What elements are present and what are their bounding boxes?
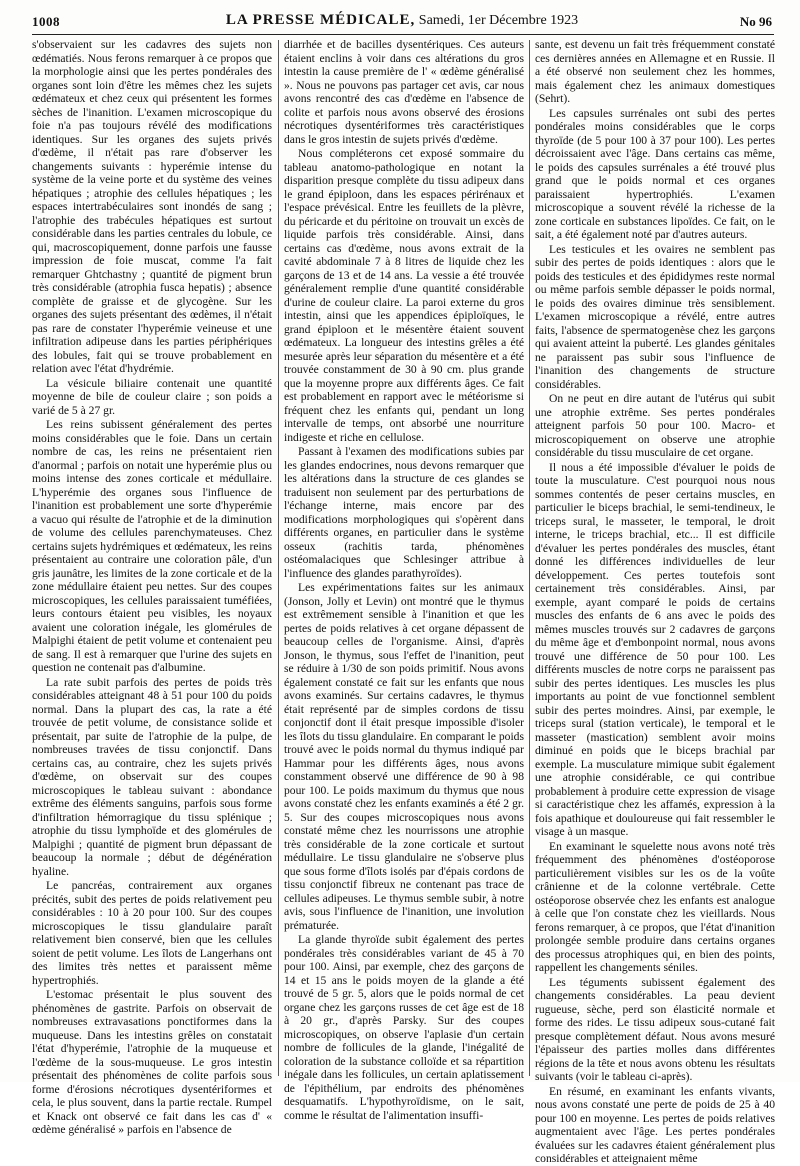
paragraph: L'estomac présentait le plus souvent des phénomènes de gastrite. Parfois on observait de nombreuses extravasations ponctiformes dans la muqueuse. Dans les intestins grêles on constatait l'état d'hyperémie, l'atrophie de la muqueuse et l'œdème de la sous-muqueuse. Le gros intestin présentait des phénomènes de colite parfois sous forme d'érosions nécrotiques dysentériformes et cela, le plus souvent, dans la partie rectale. Rumpel et Knack ont observé ce fait dans les cas d' « œdème généralisé » parfois en l'absence de <box>32 988 272 1136</box>
paragraph: La glande thyroïde subit également des pertes pondérales très considérables variant de 45 à 70 pour 100. Ainsi, par exemple, chez des garçons de 14 et 15 ans le poids moyen de la glande a été trouvé de 5 gr. 5, alors que le poids normal de cet organe chez les garçons russes de cet âge est de 18 à 20 gr., d'après Parsky. Sur des coupes microscopiques, on observe l'aplasie d'un certain nombre de follicules de la glande, l'inégalité de coloration de la substance colloïde et sa répartition inégale dans les follicules, un certain aplatissement de l'épithélium, par endroits des phénomènes desquamatifs. L'hypothyroïdisme, on le sait, comme le résultat de l'alimentation insuffi- <box>284 933 524 1122</box>
paragraph: Les expérimentations faites sur les animaux (Jonson, Jolly et Levin) ont montré que le thymus est extrêmement sensible à l'inanition et que les pertes de poids relatives à cet organe dépassent de beaucoup celles de l'organisme. Ainsi, d'après Jonson, le thymus, sous l'effet de l'inanition, peut se réduire à 1/30 de son poids primitif. Nous avons également constaté ce fait sur les enfants que nous avons examinés. Sur certains cadavres, le thymus était représenté par de simples cordons de tissu conjonctif dont il était presque impossible d'isoler les îlots du tissu glandulaire. En comparant le poids trouvé avec le poids normal du thymus indiqué par Hammar pour les différents âges, nous avons constamment observé une différence de 90 à 98 pour 100. Le poids maximum du thymus que nous avons constaté chez les enfants examinés a été 2 gr. 5. Sur des coupes microscopiques nous avons constaté même chez les nourrissons une atrophie très considérable de la zone corticale et surtout médullaire. Le tissu glandulaire ne s'observe plus que sous forme d'îlots isolés par d'épais cordons de tissu conjonctif fibreux ne contenant pas trace de cellules adipeuses. Le thymus semble subir, à notre avis, sous l'influence de l'inanition, une involution prématurée. <box>284 581 524 932</box>
paragraph: En résumé, en examinant les enfants vivants, nous avons constaté une perte de poids de 25 à 40 pour 100 en moyenne. Les pertes de poids relatives augmentaient avec l'âge. Les pertes pondérales évaluées sur les cadavres étaient généralement plus considérables et atteignaient même <box>535 1084 775 1165</box>
paragraph: Les téguments subissent également des changements considérables. La peau devient rugueuse, sèche, perd son élasticité normale et forme des rides. Le tissu adipeux sous-cutané fait presque complètement défaut. Nous avons mesuré l'épaisseur des parties molles dans différentes régions de la tête et nous avons obtenu les résultats suivants (voir le tableau ci-après). <box>535 975 775 1083</box>
text-column-1 <box>32 38 272 1136</box>
paragraph: En examinant le squelette nous avons noté très fréquemment des phénomènes d'ostéoporose particulièrement visibles sur les os de la voûte crânienne et de la colonne vertébrale. Cette ostéoporose observée chez les enfants est analogue à celle que l'on constate chez les vieillards. Nous ferons remarquer, à ce propos, que l'état d'inanition prolongée semble produire dans certains organes des processus atrophiques qui, en bien des points, rappellent les changements séniles. <box>535 839 775 974</box>
header-rule <box>32 34 774 35</box>
paragraph: Les testicules et les ovaires ne semblent pas subir des pertes de poids identiques : alors que le poids des testicules et des épididymes reste normal ou même parfois semble dépasser le poids normal, le poids des ovaires diminue très sensiblement. L'examen microscopique a révélé, entre autres faits, l'absence de spermatogenèse chez les garçons qui avaient atteint la puberté. Les glandes génitales ne paraissent pas subir sous l'influence de l'inanition des changements de structure considérables. <box>535 242 775 391</box>
paragraph: Les capsules surrénales ont subi des pertes pondérales moins considérables que le corps thyroïde (de 5 pour 100 à 37 pour 100). Les pertes décroissaient avec l'âge. Dans certains cas même, le poids des capsules surrénales a été trouvé plus grand que le poids normal et ces organes paraissaient hypertrophiés. L'examen microscopique a souvent révélé la richesse de la zone corticale en substances lipoïdes. Ce fait, on le sait, a été également noté par d'autres auteurs. <box>535 106 775 241</box>
paragraph: Nous compléterons cet exposé sommaire du tableau anatomo-pathologique en notant la disparition presque complète du tissu adipeux dans le grand épiploon, dans les espaces périrénaux et l'espace prévésical. Entre les feuillets de la plèvre, du péricarde et du péritoine on trouvait un excès de liquide parfois très considérable. Ainsi, dans certains cas d'œdème, nous avons extrait de la cavité abdominale 7 à 8 litres de liquide chez les garçons de 13 et de 14 ans. La vessie a été trouvée généralement remplie d'une quantité considérable d'urine de couleur claire. La paroi externe du gros intestin, ainsi que les appendices épiploïques, le grand épiploon et le mésentère étaient souvent œdémateux. La longueur des intestins grêles a été mesurée après leur séparation du mésentère et a été trouvée constamment de 30 à 90 cm. plus grande que la moyenne propre aux différents âges. Ce fait est probablement en rapport avec le météorisme si fréquent chez les enfants qui, pendant un long intervalle de temps, ont absorbé une nourriture indigeste et riche en cellulose. <box>284 147 524 444</box>
issue-date: Samedi, 1er Décembre 1923 <box>418 13 579 28</box>
continued-paragraph: s'observaient sur les cadavres des sujets non œdématiés. Nous ferons remarquer à ce propos que la morphologie ainsi que les pertes pondérales des organes sont loin d'être les mêmes chez les sujets œdémateux et chez ceux qui présentent les formes sèches de l'inanition. L'examen microscopique du foie n'a pas toujours révélé des modifications identiques. Sur les organes des sujets privés d'œdème, il n'était pas rare d'observer les changements suivants : hyperémie intense du système de la veine porte et du système des veines hépatiques ; atrophie des cellules hépatiques ; les espaces intertrabéculaires sont inondés de sang ; l'atrophie des trabécules hépatiques est surtout considérable dans les parties centrales du lobule, ce qui, macroscopiquement, donne parfois une fausse impression de foie muscat, comme l'a fait remarquer Ghtchastny ; quantité de pigment brun très considérable (atrophia fusca hepatis) ; absence complète de graisse et de glycogène. Sur les organes des sujets présentant des œdèmes, il n'était pas rare de constater l'hyperémie veineuse et une infiltration adipeuse dans les parties périphériques des lobules, fait qui se trouve probablement en relation avec l'état d'hydrémie. <box>32 38 272 375</box>
paragraph: Passant à l'examen des modifications subies par les glandes endocrines, nous devons remarquer que les altérations dans la structure de ces glandes se traduisent non seulement par des perturbations de l'échange interne, mais encore par des modifications morphologiques qui s'opèrent dans différents organes, en particulier dans le système osseux (rachitis tarda, phénomènes ostéomalaciques que Schlesinger attribue à l'influence des glandes parathyroïdes). <box>284 445 524 580</box>
continued-paragraph: diarrhée et de bacilles dysentériques. Ces auteurs étaient enclins à voir dans ces altérations du gros intestin la cause première de l' « œdème généralisé ». Nous ne pouvons pas partager cet avis, car nous avons rencontré des cas d'œdème en l'absence de colite et parfois nous avons observé des érosions nécrotiques dysentériformes très caractéristiques dans le gros intestin de sujets privés d'œdème. <box>284 38 524 146</box>
paragraph: La vésicule biliaire contenait une quantité moyenne de bile de couleur claire ; son poids a varié de 5 à 27 gr. <box>32 376 272 417</box>
text-column-2 <box>284 38 524 1122</box>
page-number: 1008 <box>32 14 60 29</box>
paragraph: On ne peut en dire autant de l'utérus qui subit une atrophie extrême. Ses pertes pondérales atteignent parfois 50 pour 100. Macro- et microscopiquement on observe une atrophie considérable du tissu musculaire de cet organe. <box>535 392 775 459</box>
paragraph: Les reins subissent généralement des pertes moins considérables que le foie. Dans un certain nombre de cas, les reins ne présentaient rien d'anormal ; parfois on notait une hyperémie plus ou moins intense des zones corticale et médullaire. L'hyperémie des organes sous l'influence de l'inanition est probablement une sorte d'hyperémie a vacuo qui résulte de l'atrophie et de la diminution de volume des cellules parenchymateuses. Chez certains sujets hydrémiques et œdémateux, les reins présentaient au contraire une coloration pâle, d'un gris jaunâtre, les limites de la zone corticale et de la zone médullaire étaient peu nettes. Sur des coupes microscopiques, les cellules paraissaient tuméfiées, leurs contours étaient peu visibles, les noyaux avaient une coloration inégale, les glomérules de Malpighi étaient de petit volume et contenaient peu de sang. Il est à remarquer que l'urine des sujets en question ne contenait pas d'albumine. <box>32 418 272 674</box>
continued-paragraph: sante, est devenu un fait très fréquemment constaté ces dernières années en Allemagne et en Russie. Il a été observé non seulement chez les hommes, mais également chez les animaux domestiques (Sehrt). <box>535 38 775 105</box>
paragraph: La rate subit parfois des pertes de poids très considérables atteignant 48 à 51 pour 100 du poids normal. Dans la plupart des cas, la rate a été trouvée de petit volume, de consistance solide et présentait, par suite de l'atrophie de la pulpe, de nombreuses travées de tissu conjonctif. Dans certains cas, au contraire, chez les sujets privés d'œdème, on observait sur des coupes microscopiques le tableau suivant : abondance extrême des éléments sanguins, parfois sous forme d'infiltration hémorragique du tissu splénique ; atrophie du tissu lymphoïde et des glomérules de Malpighi ; quantité de pigment brun dépassant de beaucoup la normale ; début de dégénération hyaline. <box>32 675 272 878</box>
masthead <box>32 12 772 29</box>
issue-number: No 96 <box>739 14 772 29</box>
journal-title: LA PRESSE MÉDICALE, <box>225 12 416 28</box>
paragraph: Le pancréas, contrairement aux organes précités, subit des pertes de poids relativement peu considérables : 10 à 20 pour 100. Sur des coupes microscopiques le tissu glandulaire paraît relativement bien conservé, bien que les cellules soient de petit volume. Les îlots de Langerhans ont des limites très nettes et paraissent même hypertrophiés. <box>32 879 272 987</box>
text-column-3 <box>535 38 775 1165</box>
paragraph: Il nous a été impossible d'évaluer le poids de toute la musculature. C'est pourquoi nous nous sommes contentés de peser certains muscles, en particulier le biceps brachial, le semi-tendineux, le triceps sural, le masseter, le temporal, le droit interne, le triceps brachial, etc... Il est difficile d'évaluer les pertes pondérales des muscles, étant donné les différences individuelles de leur développement. Ces pertes toutefois sont certainement très considérables. Ainsi, par exemple, ayant comparé le poids de certains muscles des enfants de 6 ans avec le poids des mêmes muscles trouvés sur 2 cadavres de garçons du même âge et d'embonpoint normal, nous avons trouvé une différence de 50 pour 100. Les différents muscles de notre corps ne paraissent pas subir des pertes identiques. Les muscles les plus importants au point de vue fonctionnel semblent subir des pertes moindres. Ainsi, par exemple, le triceps sural (station verticale), le temporal et le masseter (mastication) semblent avoir moins diminué en poids que le biceps brachial par exemple. La musculature mimique subit également une atrophie considérable, ce qui contribue probablement à produire cette expression de visage si caractéristique chez les affamés, expression à la fois apathique et douloureuse qui fait ressembler le visage à un masque. <box>535 460 775 838</box>
column-divider <box>529 40 530 1076</box>
column-divider <box>278 40 279 1076</box>
page-header <box>32 12 772 34</box>
